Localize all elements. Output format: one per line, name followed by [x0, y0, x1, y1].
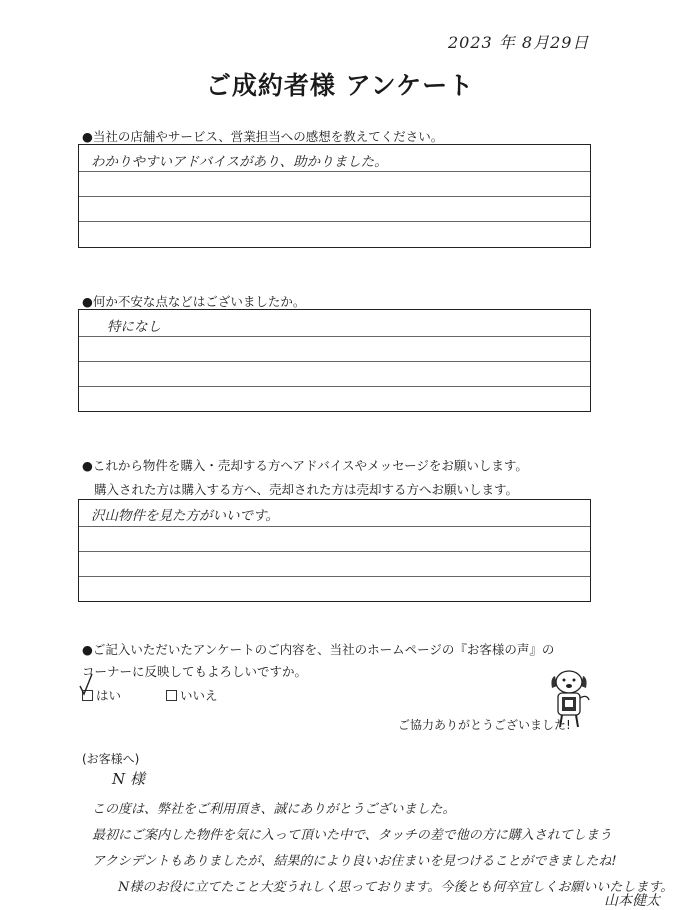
reply-line-3: アクシデントもありましたが、結果的により良いお住まいを見つけることができましたね!: [92, 854, 617, 869]
ruled-line: [79, 576, 590, 577]
ruled-line: [79, 361, 590, 362]
page-title: ご成約者様 アンケート: [205, 71, 475, 100]
answer-box-1[interactable]: [78, 144, 591, 248]
customer-label: (お客様へ): [82, 752, 140, 766]
ruled-line: [79, 221, 590, 222]
answer-1-text: わかりやすいアドバイスがあり、助かりました。: [91, 154, 388, 170]
consent-no-option[interactable]: [166, 686, 218, 704]
addressee: N 様: [112, 770, 145, 788]
ruled-line: [79, 551, 590, 552]
reply-line-1: この度は、弊社をご利用頂き、誠にありがとうございました。: [92, 802, 456, 817]
question-3-line-1: ●これから物件を購入・売却する方へアドバイスやメッセージをお願いします。: [82, 458, 528, 473]
answer-box-3[interactable]: [78, 499, 591, 602]
ruled-line: [79, 336, 590, 337]
staff-signature: 山本健太: [604, 893, 660, 909]
question-1: ●当社の店舗やサービス、営業担当への感想を教えてください。: [82, 129, 444, 144]
question-4-line-1: ●ご記入いただいたアンケートのご内容を、当社のホームページの『お客様の声』の: [82, 642, 555, 657]
ruled-line: [79, 386, 590, 387]
reply-line-2: 最初にご案内した物件を気に入って頂いた中で、タッチの差で他の方に購入されてしまう: [92, 828, 612, 843]
question-4-line-2: コーナーに反映してもよろしいですか。: [82, 664, 308, 679]
thanks-message: ご協力ありがとうございました!: [398, 718, 571, 732]
ruled-line: [79, 171, 590, 172]
consent-no-label: いいえ: [180, 688, 218, 703]
check-mark-icon: [77, 672, 95, 698]
reply-line-4: N様のお役に立てたこと大変うれしく思っております。今後とも何卒宜しくお願いいたします。: [118, 880, 674, 895]
checkbox-no[interactable]: [166, 690, 177, 701]
question-3-line-2: 購入された方は購入する方へ、売却された方は売却する方へお願いします。: [94, 482, 519, 497]
answer-3-text: 沢山物件を見た方がいいです。: [91, 508, 279, 524]
question-2: ●何か不安な点などはございましたか。: [82, 294, 306, 309]
survey-date: 2023 年 8月29日: [448, 33, 590, 52]
ruled-line: [79, 196, 590, 197]
ruled-line: [79, 526, 590, 527]
consent-yes-label: はい: [96, 688, 122, 703]
answer-box-2[interactable]: [78, 309, 591, 412]
answer-2-text: 特になし: [107, 319, 161, 335]
